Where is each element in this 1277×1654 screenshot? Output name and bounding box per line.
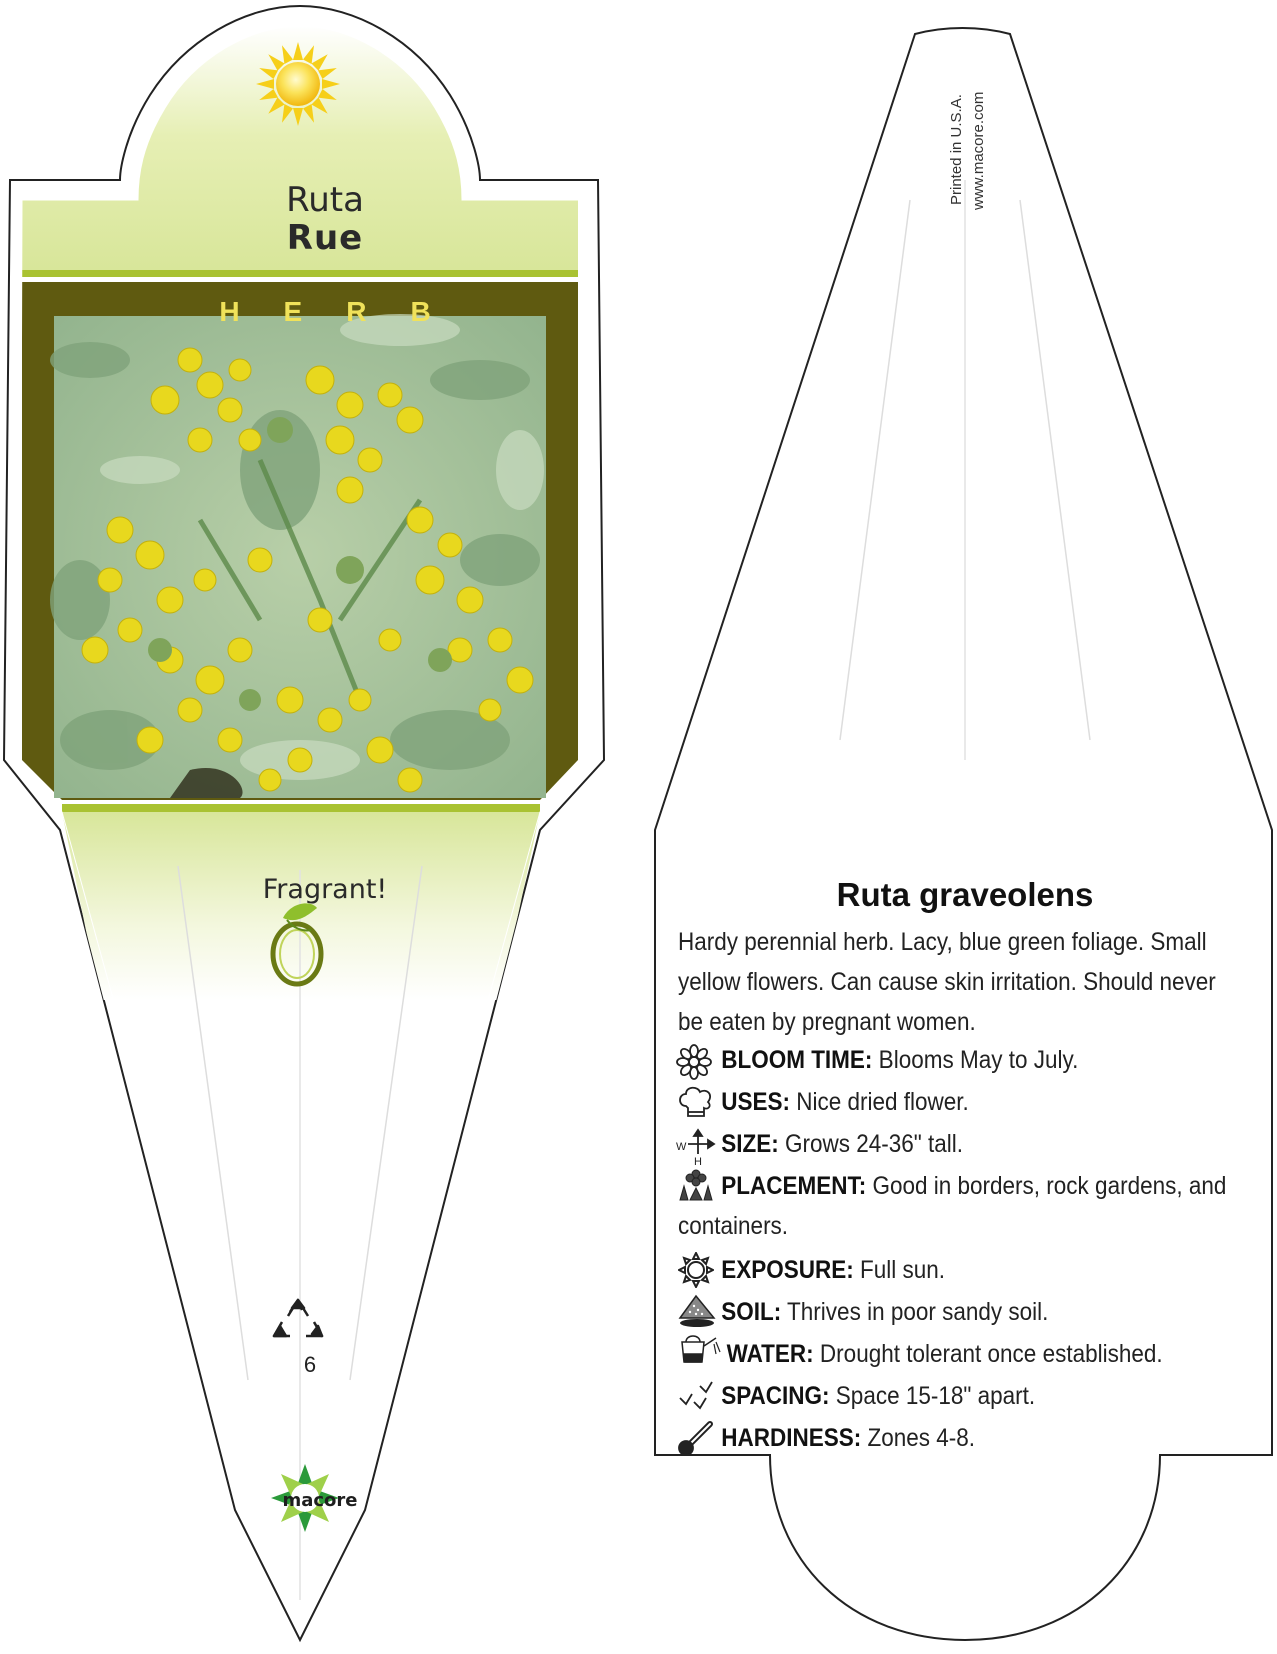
- category-label: HERB: [219, 296, 475, 327]
- chef-hat-icon: [676, 1084, 716, 1122]
- care-label: HARDINESS:: [721, 1424, 862, 1452]
- recycle-code: 6: [303, 1352, 317, 1377]
- spacing-icon: [674, 1378, 718, 1414]
- plant-photo: [50, 314, 546, 798]
- care-row-size: [678, 1124, 1236, 1164]
- size-arrows-icon: [674, 1126, 718, 1166]
- website-note: www.macore.com: [970, 91, 987, 210]
- care-row-exposure: [678, 1250, 1236, 1290]
- care-label: PLACEMENT:: [721, 1172, 867, 1200]
- care-text: Space 15-18" apart.: [835, 1382, 1036, 1410]
- care-text: Drought tolerant once established.: [819, 1340, 1163, 1368]
- care-label: SOIL:: [721, 1298, 782, 1326]
- size-icon-h: H: [694, 1156, 702, 1166]
- care-row-placement: [678, 1166, 1236, 1246]
- scientific-name: Ruta graveolens: [836, 876, 1094, 913]
- plant-description: Hardy perennial herb. Lacy, blue green foliage. Small yellow flowers. Can cause skin irritation. Should never be eaten by pregnant women.: [678, 928, 1216, 1036]
- care-label: EXPOSURE:: [721, 1256, 854, 1284]
- care-row-soil: [678, 1292, 1236, 1332]
- care-row-uses: [678, 1082, 1236, 1122]
- soil-icon: [676, 1292, 718, 1330]
- sun-icon: [678, 1252, 714, 1288]
- care-label: USES:: [721, 1088, 790, 1116]
- care-text: Zones 4-8.: [867, 1424, 976, 1452]
- care-label: WATER:: [726, 1340, 814, 1368]
- care-text: Full sun.: [859, 1256, 946, 1284]
- care-row-water: [678, 1334, 1236, 1374]
- size-icon-w: W: [676, 1141, 687, 1153]
- brand-name: macore: [282, 1490, 358, 1511]
- flower-icon: [676, 1044, 716, 1080]
- sun-exposure-icon: [256, 42, 340, 126]
- care-label: SPACING:: [721, 1382, 830, 1410]
- care-label: BLOOM TIME:: [721, 1046, 873, 1074]
- care-row-bloom-time: [678, 1040, 1236, 1080]
- lower-stripe: [62, 804, 540, 812]
- printed-in-note: Printed in U.S.A.: [948, 94, 965, 205]
- header-stripe: [22, 270, 578, 277]
- care-text: Good in borders, rock gardens, and containers.: [678, 1172, 1227, 1240]
- care-text: Grows 24-36" tall.: [784, 1130, 964, 1158]
- garden-placement-icon: [676, 1166, 716, 1204]
- thermometer-icon: [676, 1418, 716, 1458]
- care-row-spacing: [678, 1376, 1236, 1416]
- care-text: Thrives in poor sandy soil.: [787, 1298, 1049, 1326]
- care-label: SIZE:: [721, 1130, 779, 1158]
- care-row-hardiness: [678, 1418, 1236, 1458]
- genus-name: Ruta: [286, 180, 364, 220]
- tagline: Fragrant!: [262, 874, 388, 905]
- care-text: Blooms May to July.: [878, 1046, 1079, 1074]
- care-text: Nice dried flower.: [796, 1088, 969, 1116]
- common-name: Rue: [286, 218, 364, 258]
- watering-can-icon: [676, 1332, 724, 1372]
